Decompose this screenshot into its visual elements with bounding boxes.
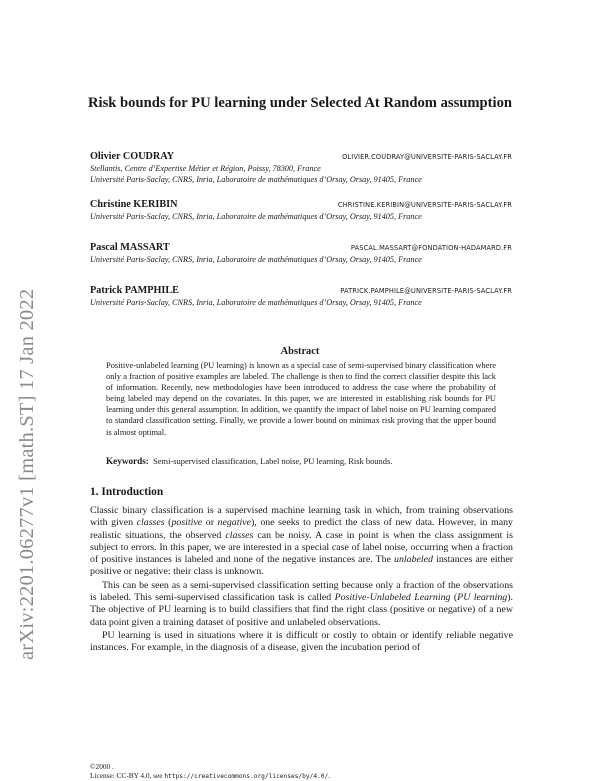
paper-title: Risk bounds for PU learning under Selected At Random assumption [88, 95, 512, 111]
keywords-list: Semi-supervised classification, Label noise, PU learning, Risk bounds. [153, 456, 393, 466]
author-email[interactable]: OLIVIER.COUDRAY@UNIVERSITE-PARIS-SACLAY.FR [342, 153, 512, 161]
license-link[interactable]: https://creativecommons.org/licenses/by/4.0/ [164, 773, 329, 780]
author-affiliation: Université Paris-Saclay, CNRS, Inria, Laboratoire de mathématiques d’Orsay, Orsay, 91405, France [90, 255, 422, 264]
section-heading: 1. Introduction [90, 486, 164, 498]
author-block [90, 199, 512, 223]
license-line: License: CC-BY 4.0, see https://creativecommons.org/licenses/by/4.0/. [90, 771, 331, 780]
author-block [90, 242, 512, 266]
author-affiliation: Université Paris-Saclay, CNRS, Inria, Laboratoire de mathématiques d’Orsay, Orsay, 91405, France [90, 174, 422, 184]
arxiv-stamp: arXiv:2201.06277v1 [math.ST] 17 Jan 2022 [16, 288, 38, 660]
author-affiliation: Stellantis, Centre d’Expertise Métier et Région, Poissy, 78300, France [90, 164, 321, 173]
author-name: Patrick PAMPHILE [90, 285, 179, 296]
copyright: ©2000 . [90, 762, 114, 771]
paragraph: This can be seen as a semi-supervised classification setting because only a fraction of the observations is labeled. This semi-supervised classification task is called Positive-Unlabeled Learning (PU learning). The objective of PU learning is to build classifiers that find the right class (positive or negative) of a new data point given a training dataset of positive and unlabeled observations. [90, 579, 513, 628]
keywords [106, 456, 506, 467]
author-affiliation: Université Paris-Saclay, CNRS, Inria, Laboratoire de mathématiques d’Orsay, Orsay, 91405, France [90, 212, 422, 221]
author-affiliation: Université Paris-Saclay, CNRS, Inria, Laboratoire de mathématiques d’Orsay, Orsay, 91405, France [90, 298, 422, 307]
abstract-text: Positive-unlabeled learning (PU learning) is known as a special case of semi-supervised binary classification where only a fraction of positive examples are labeled. The challenge is then to find the correct classifier despite this lack of information. Recently, new methodologies have been introduced to address the case where the probability of being labeled may depend on the covariates. In this paper, we are interested in establishing risk bounds for PU learning under this general assumption. In addition, we quantify the impact of label noise on PU learning compared to standard classification setting. Finally, we provide a lower bound on minimax risk proving that the upper bound is almost optimal. [106, 360, 496, 437]
paragraph: PU learning is used in situations where it is difficult or costly to obtain or identify reliable negative instances. For example, in the diagnosis of a disease, given the incubation period of [90, 629, 513, 654]
author-email[interactable]: PATRICK.PAMPHILE@UNIVERSITE-PARIS-SACLAY.FR [340, 287, 512, 295]
abstract-heading: Abstract [280, 346, 320, 357]
author-email[interactable]: PASCAL.MASSART@FONDATION-HADAMARD.FR [350, 244, 512, 252]
author-block [90, 285, 512, 309]
author-name: Christine KERIBIN [90, 199, 178, 210]
paragraph: Classic binary classification is a supervised machine learning task in which, from training observations with given classes (positive or negative), one seeks to predict the class of new data. However, in many realistic situations, the observed classes can be noisy. A case in point is when the class assignment is subject to errors. In this paper, we are interested in a special case of label noise, occurring when a fraction of positive instances is labeled and none of the negative instances are. The unlabeled instances are either positive or negative: their class is unknown. [90, 505, 513, 578]
author-name: Pascal MASSART [90, 242, 170, 253]
author-name: Olivier COUDRAY [90, 151, 175, 162]
author-block [90, 151, 512, 185]
keywords-label: Keywords: [106, 456, 149, 466]
author-email[interactable]: CHRISTINE.KERIBIN@UNIVERSITE-PARIS-SACLAY.FR [337, 201, 512, 209]
section-body [90, 505, 513, 656]
footer [90, 762, 520, 781]
